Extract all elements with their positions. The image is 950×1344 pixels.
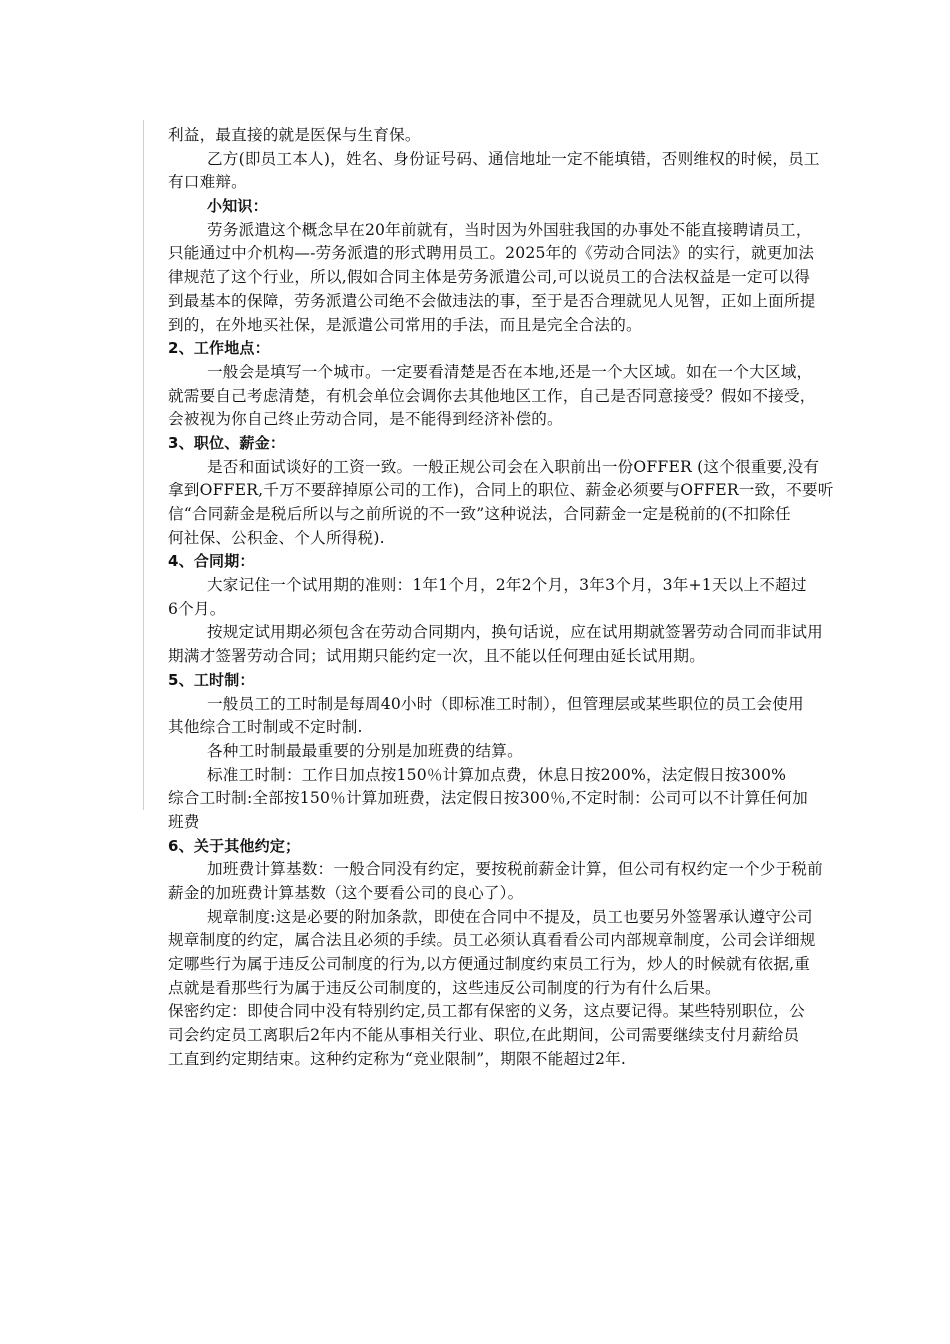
text-line: 加班费计算基数：一般合同没有约定，要按税前薪金计算，但公司有权约定一个少于税前 — [207, 860, 823, 879]
section-heading: 4、合同期： — [168, 552, 255, 571]
text-line: 按规定试用期必须包含在劳动合同期内，换句话说，应在试用期就签署劳动合同而非试用 — [207, 623, 823, 642]
section-heading: 3、职位、薪金： — [168, 433, 286, 452]
text-line: 一般员工的工时制是每周40小时（即标准工时制），但管理层或某些职位的员工会使用 — [207, 694, 804, 713]
section-heading: 2、工作地点： — [168, 339, 270, 358]
document-body — [168, 124, 950, 1072]
text-line: 大家记住一个试用期的准则：1年1个月，2年2个月，3年3个月，3年+1天以上不超过 — [207, 576, 807, 595]
text-line: 6个月。 — [168, 599, 226, 618]
section-heading: 6、关于其他约定； — [168, 836, 301, 855]
text-line: 劳务派遣这个概念早在20年前就有，当时因为外国驻我国的办事处不能直接聘请员工， — [207, 220, 812, 239]
text-line: 只能通过中介机构—-劳务派遣的形式聘用员工。2025年的《劳动合同法》的实行，就更加法 — [168, 244, 815, 263]
text-line: 薪金的加班费计算基数（这个要看公司的良心了）。 — [168, 884, 524, 902]
text-line: 就需要自己考虑清楚，有机会单位会调你去其他地区工作，自己是否同意接受？假如不接受， — [168, 386, 816, 405]
text-line: 会被视为你自己终止劳动合同，是不能得到经济补偿的。 — [168, 410, 563, 429]
text-line: 司会约定员工离职后2年内不能从事相关行业、职位,在此期间，公司需要继续支付月薪给员 — [168, 1026, 800, 1045]
text-line: 到的，在外地买社保，是派遣公司常用的手法，而且是完全合法的。 — [168, 315, 642, 334]
section-heading: 5、工时制： — [168, 670, 255, 689]
text-line: 保密约定：即使合同中没有特别约定,员工都有保密的义务，这点要记得。某些特别职位，公 — [168, 1002, 805, 1021]
text-line: 乙方(即员工本人)，姓名、身份证号码、通信地址一定不能填错，否则维权的时候，员工 — [207, 149, 820, 168]
text-line: 工直到约定期结束。这种约定称为“竞业限制”，期限不能超过2年. — [168, 1049, 627, 1068]
text-line: 规章制度的约定，属合法且必须的手续。员工必须认真看看公司内部规章制度，公司会详细规 — [168, 931, 816, 950]
text-line: 一般会是填写一个城市。一定要看清楚是否在本地,还是一个大区域。如在一个大区域， — [207, 362, 813, 381]
text-line: 信“合同薪金是税后所以与之前所说的不一致”这种说法，合同薪金一定是税前的(不扣除任 — [168, 505, 791, 523]
text-line: 规章制度:这是必要的附加条款，即使在合同中不提及，员工也要另外签署承认遵守公司 — [207, 907, 813, 926]
text-line: 是否和面试谈好的工资一致。一般正规公司会在入职前出一份OFFER (这个很重要,没有 — [207, 457, 820, 476]
text-line: 综合工时制:全部按150％计算加班费，法定假日按300％,不定时制：公司可以不计算任何加 — [168, 789, 808, 808]
text-line: 各种工时制最最重要的分别是加班费的结算。 — [207, 741, 523, 760]
text-line: 利益，最直接的就是医保与生育保。 — [168, 126, 421, 144]
text-line: 标准工时制：工作日加点按150％计算加点费，休息日按200%，法定假日按300% — [207, 765, 787, 784]
text-line: 律规范了这个行业，所以,假如合同主体是劳务派遣公司,可以说员工的合法权益是一定可以得 — [168, 268, 811, 287]
text-line: 有口难辩。 — [168, 173, 247, 192]
section-heading: 小知识： — [207, 197, 268, 216]
margin-rule — [143, 120, 144, 810]
text-line: 定哪些行为属于违反公司制度的行为,以方便通过制度约束员工行为，炒人的时候就有依据,重 — [168, 955, 811, 974]
text-line: 拿到OFFER,千万不要辞掉原公司的工作)，合同上的职位、薪金必须要与OFFER一致，不要听 — [168, 481, 834, 500]
text-line: 到最基本的保障，劳务派遣公司绝不会做违法的事，至于是否合理就见人见智，正如上面所提 — [168, 291, 816, 310]
text-line: 何社保、公积金、个人所得税). — [168, 528, 385, 547]
text-line: 期满才签署劳动合同；试用期只能约定一次，且不能以任何理由延长试用期。 — [168, 647, 705, 666]
text-line: 点就是看那些行为属于违反公司制度的，这些违反公司制度的行为有什么后果。 — [168, 978, 721, 997]
text-line: 其他综合工时制或不定时制. — [168, 718, 363, 737]
text-line: 班费 — [168, 812, 200, 831]
